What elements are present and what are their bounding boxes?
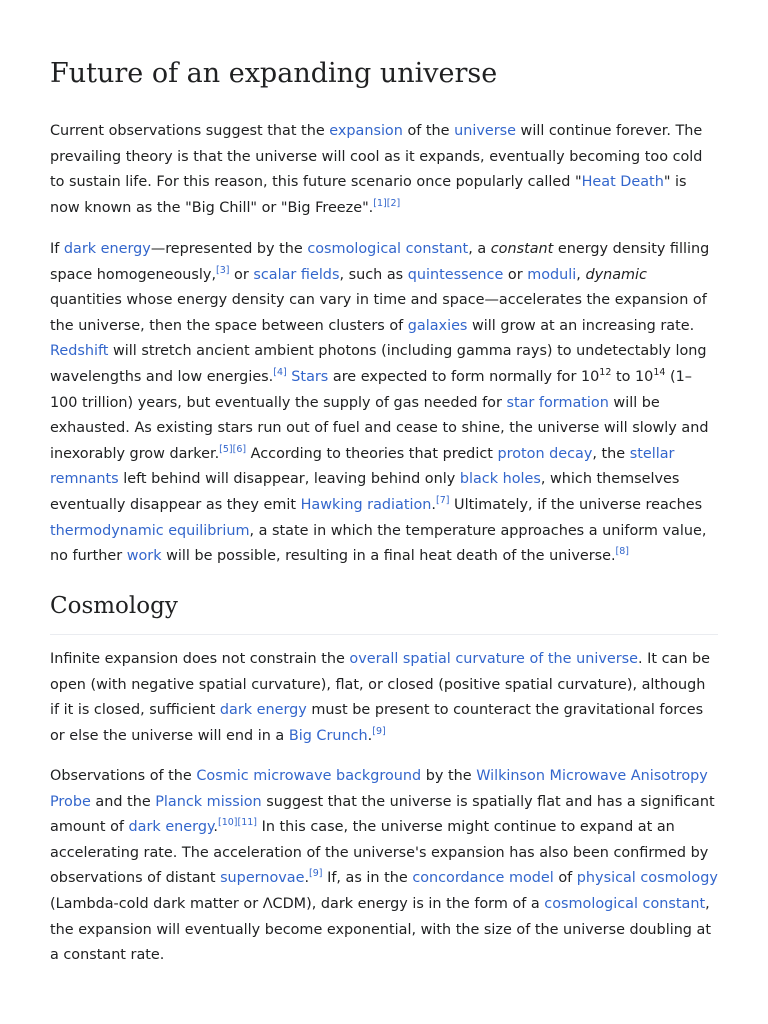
citation-link[interactable]: [5] (219, 443, 233, 455)
section-heading-future: Future of an expanding universe (50, 58, 498, 89)
citation-link[interactable]: [10] (218, 817, 238, 829)
wiki-link[interactable]: Cosmic microwave background (196, 768, 422, 784)
text-run: will be exhausted. As existing stars run out of fuel and cease to shine, the universe will slowly and inexorably grow darker. (50, 394, 709, 462)
text-run: (Lambda-cold dark matter or ΛCDM), dark energy is in the form of a (50, 895, 545, 912)
text-run: , the expansion will eventually become exponential, with the size of the universe doubling at a constant rate. (50, 895, 711, 964)
text-run: Infinite expansion does not constrain the (50, 651, 350, 667)
text-run: , such as (339, 266, 408, 283)
text-run: . (213, 819, 218, 836)
text-run: will continue forever. The prevailing theory is that the universe will cool as it expands, eventually becoming too cold to sustain life. For this reason, this future scenario once popularly called " (50, 123, 703, 191)
citation-link[interactable]: [2] (386, 197, 401, 209)
citation-sup (373, 198, 386, 209)
paragraph-2 (50, 237, 718, 570)
text-run: If (50, 241, 64, 257)
wiki-link[interactable]: expansion (329, 123, 403, 139)
citation-sup (309, 869, 322, 880)
text-run: If, as in the (322, 870, 413, 887)
italic-text: constant (490, 241, 554, 257)
citation-link[interactable]: [1] (373, 197, 387, 209)
citation-link[interactable]: [9] (372, 725, 386, 737)
section-heading-cosmology: Cosmology (50, 593, 178, 619)
citation-sup (273, 367, 286, 378)
citation-link[interactable]: [3] (216, 264, 230, 276)
paragraph-3 (50, 647, 718, 749)
citation-sup (216, 265, 229, 276)
wiki-link[interactable]: overall spatial curvature of the universe (349, 651, 638, 667)
text-run: energy density filling space homogeneously, (50, 241, 710, 283)
citation-link[interactable]: [4] (273, 367, 287, 379)
text-run: , which themselves eventually disappear as they emit (50, 471, 680, 513)
text-run: by the (421, 768, 477, 784)
text-run: will grow at an increasing rate. (467, 317, 695, 334)
text-run: of (553, 870, 577, 887)
wiki-link[interactable]: black holes (459, 471, 541, 488)
citation-link[interactable]: [8] (615, 546, 630, 558)
text-run: . It can be open (with negative spatial curvature), flat, or closed (positive spatial curvature), although if it is closed, sufficient (50, 651, 711, 719)
citation-link[interactable]: [7] (436, 495, 450, 507)
wiki-link[interactable]: thermodynamic equilibrium (50, 522, 250, 539)
text-run: of the (402, 123, 455, 139)
citation-sup (436, 495, 449, 506)
paragraph-4 (50, 764, 718, 969)
text-run: —represented by the (150, 241, 308, 257)
text-run: Observations of the (50, 768, 197, 784)
wiki-link[interactable]: physical cosmology (576, 870, 718, 887)
text-run: left behind will disappear, leaving behind only (118, 471, 460, 488)
text-run: , (576, 266, 586, 283)
wiki-link[interactable]: stellar remnants (50, 445, 675, 488)
wiki-link[interactable]: Wilkinson Microwave Anisotropy Probe (50, 768, 708, 810)
wiki-link[interactable]: quintessence (407, 266, 504, 283)
text-run: will stretch ancient ambient photons (including gamma rays) to undetectably long wavelengths and low energies. (50, 343, 707, 385)
citation-link[interactable]: [6] (232, 443, 247, 455)
italic-text: dynamic (585, 266, 647, 283)
wiki-link[interactable]: scalar fields (253, 266, 340, 283)
citation-sup (387, 198, 400, 209)
wiki-link[interactable]: concordance model (412, 870, 554, 887)
wiki-link[interactable]: proton decay (497, 445, 593, 462)
wiki-link[interactable]: universe (454, 123, 516, 139)
text-run: (1–100 trillion) years, but eventually the supply of gas needed for (50, 368, 692, 411)
wiki-link[interactable]: galaxies (407, 317, 468, 334)
text-run: . (431, 496, 436, 513)
wiki-link[interactable]: star formation (506, 394, 609, 411)
text-run: , a state in which the temperature approaches a uniform value, no further (50, 522, 707, 565)
text-run: or (503, 266, 528, 283)
text-run: . (367, 727, 373, 744)
citation-sup (218, 817, 238, 828)
text-run: . (304, 870, 310, 887)
text-run: suggest that the universe is spatially flat and has a significant amount of (50, 793, 715, 836)
wiki-link[interactable]: dark energy (63, 241, 151, 257)
wiki-link[interactable]: Hawking radiation (300, 496, 432, 513)
citation-sup (238, 817, 258, 828)
wiki-link[interactable]: Stars (291, 368, 329, 385)
wiki-link[interactable]: Redshift (50, 343, 109, 360)
text-run: " is now known as the "Big Chill" or "Big Freeze". (50, 174, 687, 216)
text-run: or (229, 266, 254, 283)
wiki-link[interactable]: work (126, 548, 162, 565)
wiki-link[interactable]: supernovae (220, 870, 305, 887)
citation-sup (219, 444, 232, 455)
citation-sup (233, 444, 246, 455)
citation-sup (372, 726, 385, 737)
wiki-link[interactable]: dark energy (128, 819, 214, 836)
wiki-link[interactable]: Big Crunch (288, 727, 368, 744)
citation-sup (616, 546, 629, 557)
citation-link[interactable]: [9] (309, 868, 323, 880)
text-run: to 10 (611, 368, 654, 385)
heading-divider (50, 634, 718, 635)
text-run: , a (468, 241, 491, 257)
wiki-link[interactable]: cosmological constant (544, 895, 706, 912)
citation-link[interactable]: [11] (237, 817, 258, 829)
text-run: quantities whose energy density can vary in time and space—accelerates the expansion of the universe, then the space between clusters of (50, 292, 707, 334)
text-run: In this case, the universe might continue to expand at an accelerating rate. The acceleration of the universe's expansion has also been confirmed by observations of distant (50, 819, 709, 887)
text-run: and the (90, 793, 156, 810)
text-run: Ultimately, if the universe reaches (449, 496, 703, 513)
paragraph-1 (50, 119, 718, 221)
wiki-link[interactable]: Heat Death (581, 174, 664, 191)
exponent: 12 (599, 367, 612, 379)
wiki-link[interactable]: cosmological constant (307, 241, 469, 257)
wiki-link[interactable]: moduli (527, 266, 577, 283)
exponent: 14 (653, 367, 666, 379)
text-run: According to theories that predict (246, 445, 498, 462)
text-run: are expected to form normally for 10 (328, 368, 600, 385)
text-run: Current observations suggest that the (50, 123, 330, 139)
wiki-link[interactable]: Planck mission (155, 793, 262, 810)
text-run: must be present to counteract the gravitational forces or else the universe will end in a (50, 702, 704, 744)
text-run: , the (592, 445, 630, 462)
wiki-link[interactable]: dark energy (219, 702, 307, 719)
text-run: will be possible, resulting in a final heat death of the universe. (161, 548, 616, 565)
